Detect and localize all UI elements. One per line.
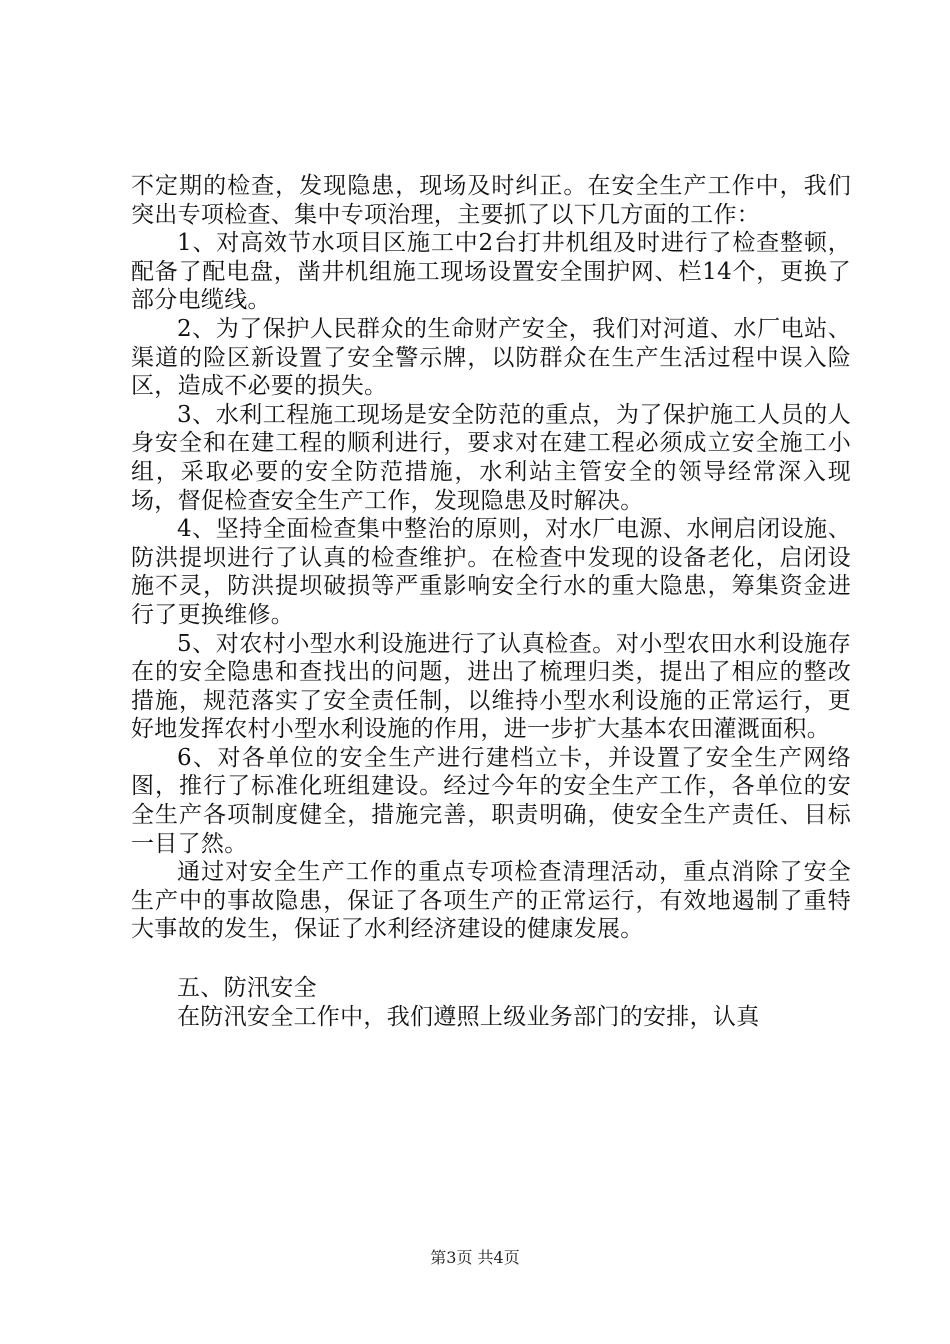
paragraph-item-3: 3、水利工程施工现场是安全防范的重点，为了保护施工人员的人身安全和在建工程的顺利进行，要求对在建工程必须成立安全施工小组，采取必要的安全防范措施，水利站主管安全的领导经常深入现场，督促检查安全生产工作，发现隐患及时解决。 bbox=[131, 401, 851, 514]
paragraph-item-2: 2、为了保护人民群众的生命财产安全，我们对河道、水厂电站、渠道的险区新设置了安全警示牌，以防群众在生产生活过程中误入险区，造成不必要的损失。 bbox=[131, 315, 851, 400]
paragraph-item-5: 5、对农村小型水利设施进行了认真检查。对小型农田水利设施存在的安全隐患和查找出的问题，进出了梳理归类，提出了相应的整改措施，规范落实了安全责任制，以维持小型水利设施的正常运行，更好地发挥农村小型水利设施的作用，进一步扩大基本农田灌溉面积。 bbox=[131, 630, 851, 743]
paragraph-item-4: 4、坚持全面检查集中整治的原则，对水厂电源、水闸启闭设施、防洪提坝进行了认真的检查维护。在检查中发现的设备老化，启闭设施不灵，防洪提坝破损等严重影响安全行水的重大隐患，筹集资金进行了更换维修。 bbox=[131, 516, 851, 628]
paragraph-item-6: 6、对各单位的安全生产进行建档立卡，并设置了安全生产网络图，推行了标准化班组建设。经过今年的安全生产工作，各单位的安全生产各项制度健全，措施完善，职责明确，使安全生产责任、目标一目了然。 bbox=[131, 744, 851, 857]
page-footer: 第3页 共4页 bbox=[430, 1248, 520, 1267]
paragraph-section-start: 在防汛安全工作中，我们遵照上级业务部门的安排，认真 bbox=[177, 1003, 760, 1030]
paragraph-intro: 不定期的检查，发现隐患，现场及时纠正。在安全生产工作中，我们突出专项检查、集中专项治理，主要抓了以下几方面的工作： bbox=[131, 173, 851, 228]
paragraph-item-1: 1、对高效节水项目区施工中2台打井机组及时进行了检查整顿，配备了配电盘，凿井机组施工现场设置安全围护网、栏14个，更换了部分电缆线。 bbox=[131, 230, 851, 314]
section-heading: 五、防汛安全 bbox=[177, 975, 317, 1002]
paragraph-summary: 通过对安全生产工作的重点专项检查清理活动，重点消除了安全生产中的事故隐患，保证了各项生产的正常运行，有效地遏制了重特大事故的发生，保证了水利经济建设的健康发展。 bbox=[131, 859, 851, 943]
document-body bbox=[131, 172, 851, 1031]
